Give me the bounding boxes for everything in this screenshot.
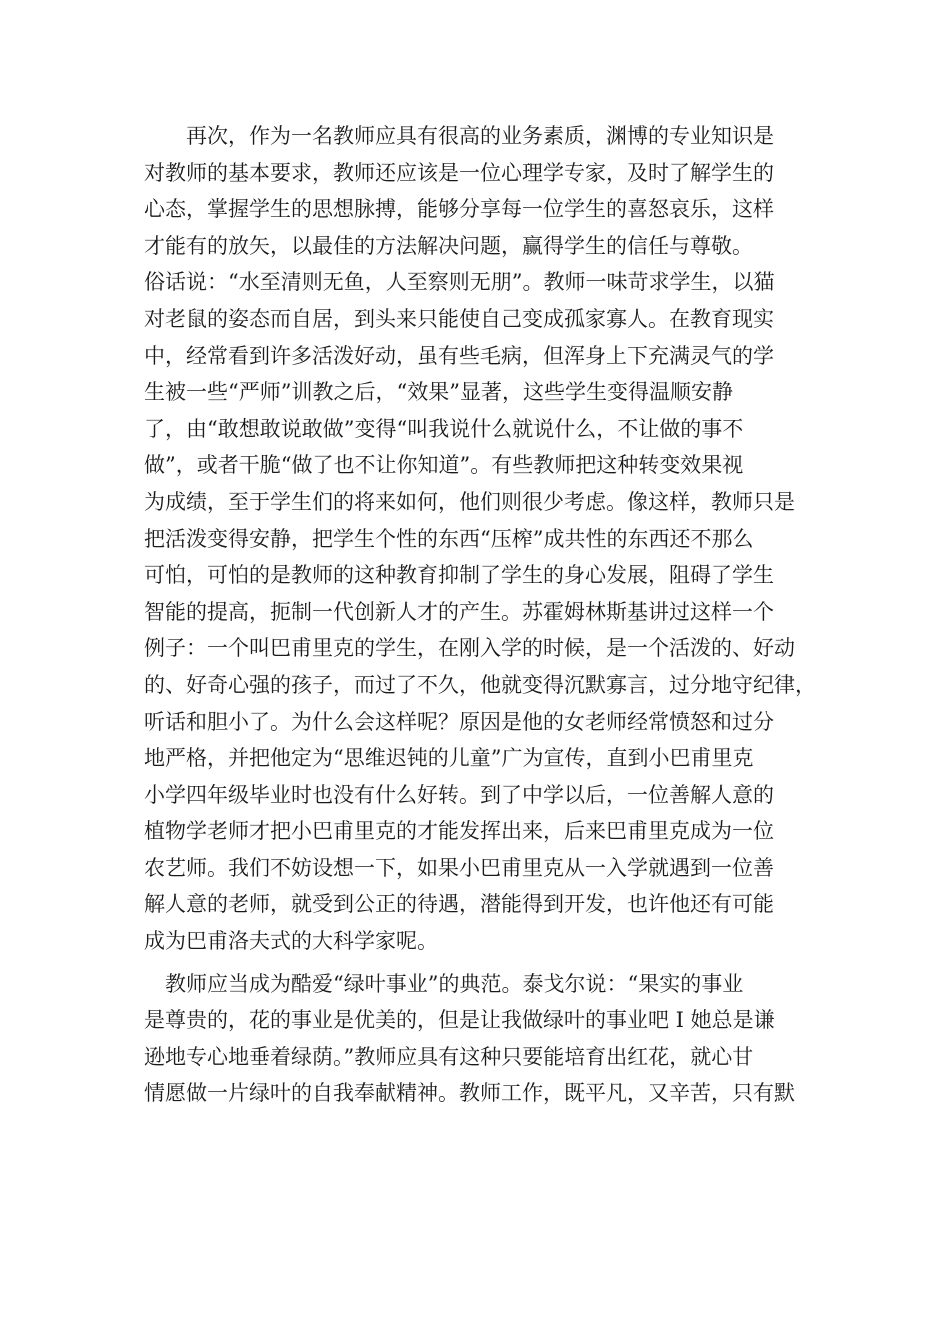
text-line: 是尊贵的，花的事业是优美的，但是让我做绿叶的事业吧 I 她总是谦 <box>144 1008 775 1033</box>
text-line: 生被一些“严师”训教之后，“效果”显著，这些学生变得温顺安静 <box>144 380 733 405</box>
text-line: 地严格，并把他定为“思维迟钝的儿童”广为宣传，直到小巴甫里克 <box>144 746 754 771</box>
text-line: 可怕，可怕的是教师的这种教育抑制了学生的身心发展，阻碍了学生 <box>144 563 774 588</box>
text-line: 植物学老师才把小巴甫里克的才能发挥出来，后来巴甫里克成为一位 <box>144 819 774 844</box>
text-line: 智能的提高，扼制一代创新人才的产生。苏霍姆林斯基讲过这样一个 <box>144 599 774 624</box>
text-line: 心态，掌握学生的思想脉搏，能够分享每一位学生的喜怒哀乐，这样 <box>144 197 774 222</box>
paragraph-3 <box>144 966 824 1112</box>
text-line: 再次，作为一名教师应具有很高的业务素质，渊博的专业知识是 <box>186 124 774 148</box>
text-line: 情愿做一片绿叶的自我奉献精神。教师工作，既平凡，又辛苦，只有默 <box>144 1081 795 1106</box>
text-line: 听话和胆小了。为什么会这样呢？原因是他的女老师经常愤怒和过分 <box>144 709 774 734</box>
text-line: 例子：一个叫巴甫里克的学生，在刚入学的时候，是一个活泼的、好动 <box>144 636 795 661</box>
text-line: 的、好奇心强的孩子，而过了不久，他就变得沉默寡言，过分地守纪律， <box>144 672 816 697</box>
text-line: 才能有的放矢，以最佳的方法解决问题，赢得学生的信任与尊敬。 <box>144 233 753 258</box>
text-line: 把活泼变得安静，把学生个性的东西“压榨”成共性的东西还不那么 <box>144 526 754 551</box>
text-line: 逊地专心地垂着绿荫。”教师应具有这种只要能培育出红花，就心甘 <box>144 1044 754 1069</box>
text-line: 对老鼠的姿态而自居，到头来只能使自己变成孤家寡人。在教育现实 <box>144 306 774 331</box>
paragraph-2 <box>144 264 824 959</box>
text-line: 教师应当成为酷爱“绿叶事业”的典范。泰戈尔说：“果实的事业 <box>165 971 744 996</box>
text-line: 俗话说：“水至清则无鱼，人至察则无朋”。教师一味苛求学生，以猫 <box>144 270 775 295</box>
text-line: 做”，或者干脆“做了也不让你知道”。有些教师把这种转变效果视 <box>144 453 744 478</box>
text-line: 成为巴甫洛夫式的大科学家呢。 <box>144 929 438 954</box>
text-line: 小学四年级毕业时也没有什么好转。到了中学以后，一位善解人意的 <box>144 782 774 807</box>
text-line: 中，经常看到许多活泼好动，虽有些毛病，但浑身上下充满灵气的学 <box>144 343 774 368</box>
text-line: 解人意的老师，就受到公正的待遇，潜能得到开发，也许他还有可能 <box>144 892 774 917</box>
document-body <box>144 118 824 1112</box>
text-line: 农艺师。我们不妨设想一下，如果小巴甫里克从一入学就遇到一位善 <box>144 855 774 880</box>
text-line: 为成绩，至于学生们的将来如何，他们则很少考虑。像这样，教师只是 <box>144 489 795 514</box>
paragraph-1 <box>144 118 824 264</box>
text-line: 对教师的基本要求，教师还应该是一位心理学专家，及时了解学生的 <box>144 160 774 185</box>
text-line: 了，由“敢想敢说敢做”变得“叫我说什么就说什么，不让做的事不 <box>144 416 744 441</box>
